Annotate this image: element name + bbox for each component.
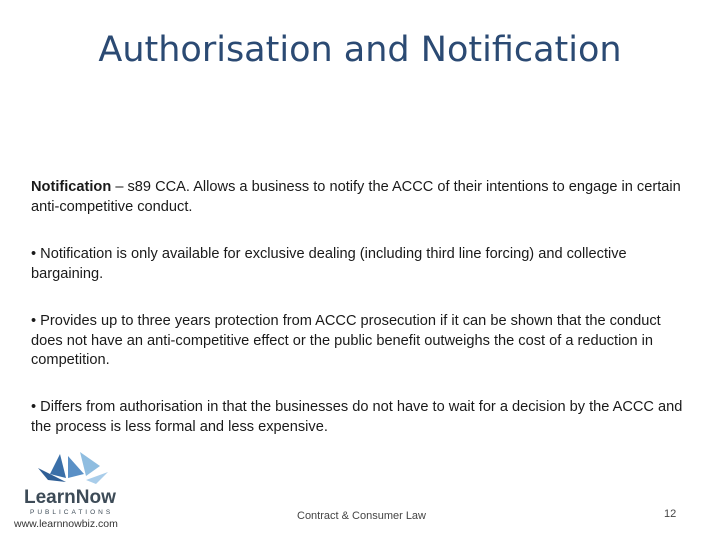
book-icon xyxy=(38,452,108,484)
bullet-item: • Notification is only available for exclusive dealing (including third line forcing) and collective bargaining. xyxy=(31,246,627,282)
logo-subtitle: PUBLICATIONS xyxy=(30,509,114,516)
website-url: www.learnnowbiz.com xyxy=(14,518,118,530)
slide-title: Authorisation and Notification xyxy=(98,30,622,70)
bullet-item: • Differs from authorisation in that the businesses do not have to wait for a decision by the ACCC and the process is less formal and less expensive. xyxy=(31,399,683,435)
intro-paragraph xyxy=(31,178,691,217)
logo-wordmark: LearnNow xyxy=(24,487,116,508)
page-number: 12 xyxy=(664,508,677,520)
footer-course-title: Contract & Consumer Law xyxy=(297,510,426,522)
intro-bold-term: Notification xyxy=(31,179,112,195)
intro-text: – s89 CCA. Allows a business to notify the ACCC of their intentions to engage in certain anti-competitive conduct. xyxy=(31,179,681,215)
learnnow-logo xyxy=(22,450,122,520)
bullet-item: • Provides up to three years protection from ACCC prosecution if it can be shown that the conduct does not have an anti-competitive effect or the public benefit outweighs the cost of a reduction in competition. xyxy=(31,313,661,368)
